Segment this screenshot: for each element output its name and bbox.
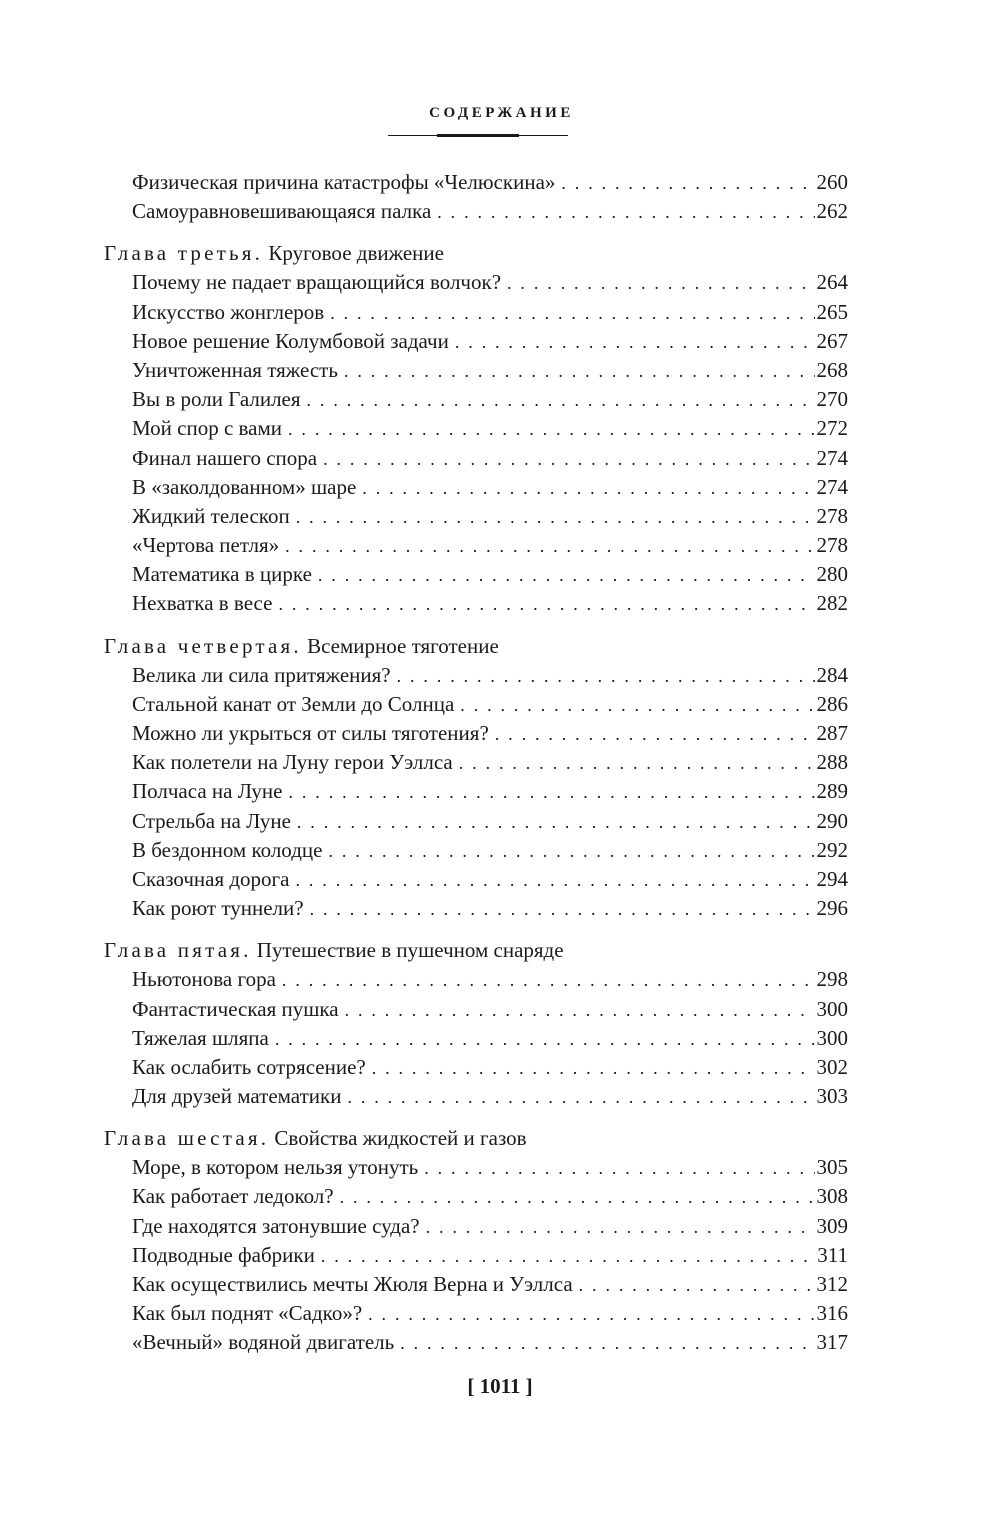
toc-entry-title: Как осуществились мечты Жюля Верна и Уэллса: [132, 1272, 573, 1296]
toc-entry-page: 309: [816, 1213, 848, 1238]
toc-entry-title: «Вечный» водяной двигатель: [132, 1330, 395, 1355]
toc-entry: [132, 995, 848, 1024]
toc-entry: [132, 1212, 848, 1241]
dot-leader: [437, 198, 814, 227]
chapter-title: Свойства жидкостей и газов: [274, 1126, 527, 1151]
toc-entry: [132, 298, 848, 327]
header-rule-accent: [437, 134, 519, 137]
toc-entry: [132, 1182, 848, 1211]
toc-entry-page: 312: [816, 1272, 848, 1296]
chapter-label: Глава шестая.: [104, 1126, 270, 1151]
toc-entry-page: 290: [816, 808, 848, 833]
toc-entry-page: 278: [816, 533, 848, 558]
dot-leader: [368, 1300, 814, 1329]
dot-leader: [345, 996, 815, 1025]
toc-entry: [132, 444, 848, 473]
dot-leader: [507, 269, 814, 298]
chapter-label: Глава пятая.: [104, 938, 252, 963]
dot-leader: [459, 749, 815, 778]
toc-entry-title: Как полетели на Луну герои Уэллса: [132, 750, 453, 775]
toc-entry: [132, 836, 848, 865]
toc-entry-page: 260: [816, 170, 848, 194]
toc-entry-title: Как был поднят «Садко»?: [132, 1301, 363, 1326]
page-number: [ 1011 ]: [467, 1374, 533, 1398]
toc-entry: [132, 1053, 848, 1082]
toc-entry: [132, 1082, 848, 1111]
toc-entry-page: 287: [816, 721, 848, 745]
toc-entry-page: 286: [816, 691, 848, 716]
toc-entry-title: Финал нашего спора: [132, 445, 318, 470]
dot-leader: [296, 866, 815, 895]
toc-entry-title: Как роют туннели?: [132, 896, 304, 921]
toc-entry-page: 274: [816, 445, 848, 470]
dot-leader: [297, 808, 815, 837]
toc-entry: [132, 531, 848, 560]
toc-entry-title: Нехватка в весе: [132, 591, 273, 616]
dot-leader: [307, 386, 815, 415]
toc-entry: [132, 894, 848, 923]
toc-entry: [132, 197, 848, 226]
toc-entry-page: 272: [816, 416, 848, 441]
toc-entry: [132, 356, 848, 385]
toc-entry: [132, 661, 848, 690]
dot-leader: [310, 895, 815, 924]
toc-entry-page: 316: [816, 1301, 848, 1326]
toc-entry: [132, 1024, 848, 1053]
toc-entry: [132, 777, 848, 806]
toc-entry: [132, 502, 848, 531]
dot-leader: [285, 532, 814, 561]
chapter-title: Путешествие в пушечном снаряде: [256, 938, 564, 963]
toc-entry-title: Стрельба на Луне: [132, 808, 291, 833]
dot-leader: [426, 1213, 815, 1242]
toc-entry: [132, 1299, 848, 1328]
toc-entry-page: 308: [816, 1184, 848, 1209]
toc-entry-title: Сказочная дорога: [132, 866, 290, 891]
chapter-title: Круговое движение: [268, 241, 444, 266]
dot-leader: [372, 1054, 815, 1083]
toc-entry-title: Новое решение Колумбовой задачи: [132, 328, 449, 353]
toc-entry-title: Мой спор с вами: [132, 416, 283, 441]
chapter-heading: [104, 1123, 848, 1153]
toc-entry-title: Фантастическая пушка: [132, 996, 339, 1021]
toc-entry: [132, 268, 848, 297]
dot-leader: [289, 778, 815, 807]
toc-entry-page: 268: [816, 357, 848, 382]
dot-leader: [455, 328, 815, 357]
toc-entry: [132, 168, 848, 197]
dot-leader: [424, 1154, 814, 1183]
toc-entry-page: 282: [816, 591, 848, 616]
toc-entry-page: 284: [816, 662, 848, 687]
toc-entry: [132, 589, 848, 618]
toc-entry-title: Жидкий телескоп: [132, 503, 290, 528]
toc-entry-title: Математика в цирке: [132, 562, 312, 587]
toc-entry: [132, 719, 848, 748]
dot-leader: [362, 474, 814, 503]
chapter-label: Глава четвертая.: [104, 633, 302, 658]
toc-entry-page: 278: [816, 503, 848, 528]
dot-leader: [340, 1183, 815, 1212]
dot-leader: [460, 691, 814, 720]
toc-entry-page: 298: [816, 967, 848, 992]
toc-entry-title: Искусство жонглеров: [132, 299, 325, 324]
toc-entry: [132, 327, 848, 356]
dot-leader: [330, 299, 814, 328]
toc-entry: [132, 748, 848, 777]
toc-entry-page: 288: [816, 750, 848, 775]
chapter-title: Всемирное тяготение: [307, 633, 499, 658]
toc-entry-title: Почему не падает вращающийся волчок?: [132, 270, 502, 295]
toc-entry: [132, 1270, 848, 1299]
toc-entry: [132, 560, 848, 589]
dot-leader: [275, 1025, 815, 1054]
toc-entry-page: 311: [817, 1242, 848, 1267]
toc-entry-page: 270: [816, 387, 848, 412]
toc-entry-title: Велика ли сила притяжения?: [132, 662, 391, 687]
dot-leader: [321, 1242, 815, 1271]
dot-leader: [296, 503, 815, 532]
dot-leader: [495, 720, 815, 749]
toc-entry-page: 280: [816, 562, 848, 587]
dot-leader: [278, 590, 814, 619]
toc-entry-title: Вы в роли Галилея: [132, 387, 301, 412]
toc-entry: [132, 690, 848, 719]
toc-entry-page: 294: [816, 866, 848, 891]
toc-entry: [132, 807, 848, 836]
toc-entry-page: 265: [816, 299, 848, 324]
dot-leader: [344, 357, 815, 386]
toc-entry-title: Ньютонова гора: [132, 967, 276, 992]
toc-entry-page: 264: [816, 270, 848, 295]
dot-leader: [400, 1329, 814, 1358]
toc-entry-page: 305: [816, 1155, 848, 1180]
chapter-label: Глава третья.: [104, 241, 264, 266]
toc-entry-page: 300: [816, 1025, 848, 1050]
toc-entry-title: Физическая причина катастрофы «Челюскина»: [132, 170, 556, 194]
dot-leader: [323, 445, 814, 474]
toc-entry-title: Полчаса на Луне: [132, 779, 283, 804]
toc-entry-page: 274: [816, 474, 848, 499]
toc-entry-page: 296: [816, 896, 848, 921]
chapter-heading: [104, 935, 848, 965]
toc-entry-title: Самоуравновешивающаяся палка: [132, 199, 432, 224]
toc-entry-page: 317: [816, 1330, 848, 1355]
page-header-title: СОДЕРЖАНИЕ: [429, 105, 574, 121]
chapter-heading: [104, 631, 848, 661]
toc-entry-title: В «заколдованном» шаре: [132, 474, 357, 499]
dot-leader: [282, 966, 815, 995]
dot-leader: [288, 415, 814, 444]
toc-entry: [132, 1153, 848, 1182]
toc-entry-title: Для друзей математики: [132, 1084, 342, 1109]
toc-entry-title: Подводные фабрики: [132, 1242, 315, 1267]
toc-entry-title: Как работает ледокол?: [132, 1184, 334, 1209]
toc-entry: [132, 414, 848, 443]
toc-entry: [132, 473, 848, 502]
toc-entry-page: 300: [816, 996, 848, 1021]
toc-entry: [132, 1241, 848, 1270]
dot-leader: [328, 837, 814, 866]
dot-leader: [397, 662, 815, 691]
toc-entry-page: 292: [816, 837, 848, 862]
dot-leader: [318, 561, 815, 590]
table-of-contents: [104, 168, 848, 1358]
toc-entry-page: 262: [816, 199, 848, 224]
toc-entry-page: 267: [816, 328, 848, 353]
toc-entry-page: 289: [816, 779, 848, 804]
dot-leader: [579, 1271, 815, 1300]
dot-leader: [347, 1083, 814, 1112]
toc-entry-title: Стальной канат от Земли до Солнца: [132, 691, 455, 716]
toc-entry: [132, 865, 848, 894]
toc-entry-page: 302: [816, 1054, 848, 1079]
chapter-heading: [104, 238, 848, 268]
toc-entry-title: Уничтоженная тяжесть: [132, 357, 338, 382]
toc-entry: [132, 1328, 848, 1357]
toc-entry-title: Можно ли укрыться от силы тяготения?: [132, 721, 489, 745]
toc-entry-title: «Чертова петля»: [132, 533, 280, 558]
toc-entry-title: Море, в котором нельзя утонуть: [132, 1155, 419, 1180]
toc-entry-title: Тяжелая шляпа: [132, 1025, 269, 1050]
toc-entry-title: В бездонном колодце: [132, 837, 323, 862]
toc-entry: [132, 385, 848, 414]
toc-entry-title: Как ослабить сотрясение?: [132, 1054, 366, 1079]
dot-leader: [561, 169, 814, 198]
toc-entry: [132, 965, 848, 994]
toc-entry-title: Где находятся затонувшие суда?: [132, 1213, 420, 1238]
toc-entry-page: 303: [816, 1084, 848, 1109]
